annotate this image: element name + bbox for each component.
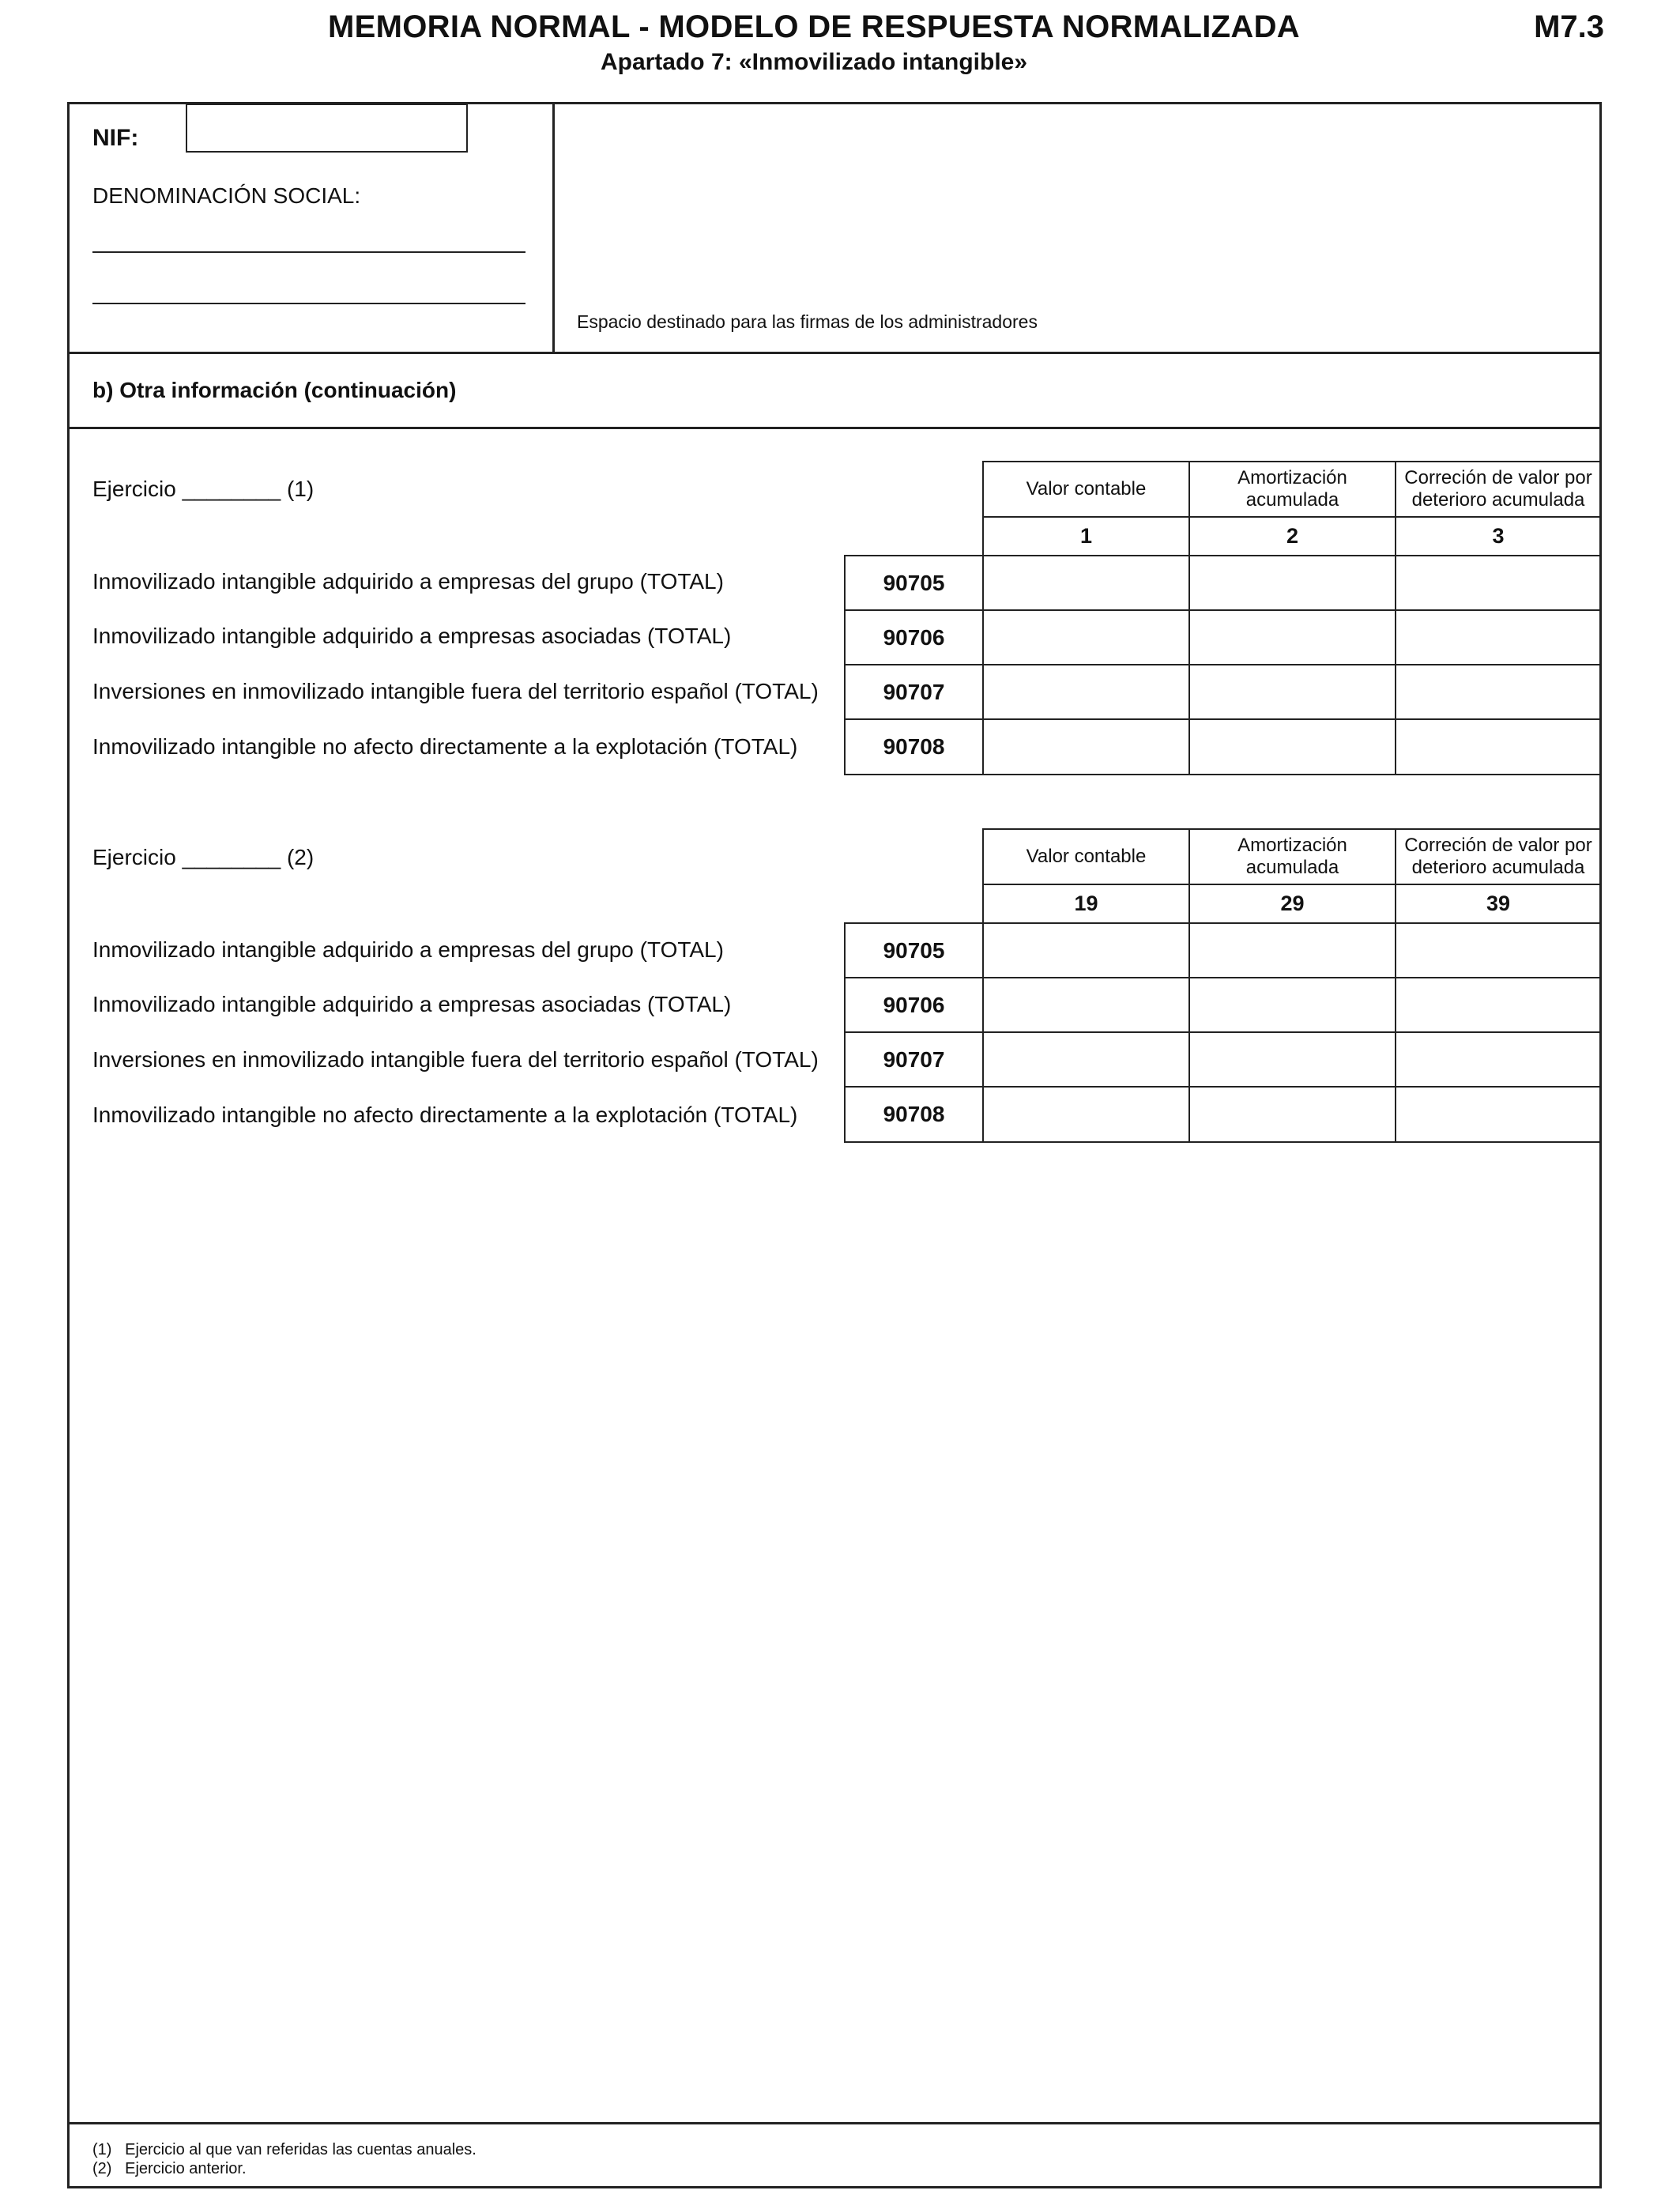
t1-row-label: Inversiones en inmovilizado intangible fuera del territorio español (TOTAL) (92, 679, 819, 703)
form-code: M7.3 (1534, 9, 1604, 44)
t1-cell-amortizacion[interactable] (1188, 555, 1396, 611)
t2-column-number-3: 39 (1395, 884, 1602, 924)
denominacion-label: DENOMINACIÓN SOCIAL: (92, 183, 361, 208)
t2-cell-amortizacion[interactable] (1188, 977, 1396, 1033)
page-subtitle: Apartado 7: «Inmovilizado intangible» (600, 49, 1028, 75)
t2-column-number-2: 29 (1188, 884, 1396, 924)
form-frame (67, 102, 1602, 2188)
t1-row-code: 90705 (844, 555, 984, 611)
t1-cell-valor-contable[interactable] (982, 664, 1190, 720)
t1-row-label: Inmovilizado intangible adquirido a empresas asociadas (TOTAL) (92, 624, 732, 648)
footnote-1: (1) Ejercicio al que van referidas las cuentas anuales. (92, 2141, 477, 2158)
t1-column-number-2: 2 (1188, 516, 1396, 556)
t1-row-code: 90706 (844, 609, 984, 665)
t1-cell-valor-contable[interactable] (982, 555, 1190, 611)
t2-cell-valor-contable[interactable] (982, 1031, 1190, 1088)
t2-cell-amortizacion[interactable] (1188, 1086, 1396, 1143)
nif-input[interactable] (186, 104, 468, 153)
divider-section (67, 427, 1602, 429)
t1-row-code: 90707 (844, 664, 984, 720)
t2-cell-valor-contable[interactable] (982, 977, 1190, 1033)
t1-cell-amortizacion[interactable] (1188, 664, 1396, 720)
t1-cell-correccion[interactable] (1395, 609, 1602, 665)
nif-label: NIF: (92, 125, 139, 151)
t1-cell-correccion[interactable] (1395, 718, 1602, 775)
t2-cell-valor-contable[interactable] (982, 922, 1190, 978)
divider-footnotes (67, 2122, 1602, 2124)
divider-identification (67, 352, 1602, 354)
t2-column-number-1: 19 (982, 884, 1190, 924)
t1-header-amortizacion: Amortización acumulada (1188, 461, 1396, 518)
t1-row-label: Inmovilizado intangible no afecto directamente a la explotación (TOTAL) (92, 734, 798, 759)
t1-column-number-3: 3 (1395, 516, 1602, 556)
t1-header-valor-contable: Valor contable (982, 461, 1190, 518)
t2-cell-correccion[interactable] (1395, 922, 1602, 978)
t1-header-correccion: Correción de valor por deterioro acumulada (1395, 461, 1602, 518)
t2-row-label: Inmovilizado intangible adquirido a empresas asociadas (TOTAL) (92, 992, 732, 1016)
t1-cell-correccion[interactable] (1395, 555, 1602, 611)
identification-divider (552, 102, 555, 352)
t2-row-code: 90706 (844, 977, 984, 1033)
t2-row-code: 90705 (844, 922, 984, 978)
t1-cell-valor-contable[interactable] (982, 609, 1190, 665)
t2-header-correccion: Correción de valor por deterioro acumulada (1395, 828, 1602, 885)
t2-cell-correccion[interactable] (1395, 977, 1602, 1033)
t1-cell-correccion[interactable] (1395, 664, 1602, 720)
ejercicio-label-1: Ejercicio ________ (1) (92, 477, 315, 501)
t1-cell-amortizacion[interactable] (1188, 609, 1396, 665)
t2-header-amortizacion: Amortización acumulada (1188, 828, 1396, 885)
page-title: MEMORIA NORMAL - MODELO DE RESPUESTA NORMALIZADA (328, 9, 1300, 44)
denominacion-field-line-1[interactable] (92, 251, 525, 253)
t2-cell-valor-contable[interactable] (982, 1086, 1190, 1143)
t2-cell-correccion[interactable] (1395, 1031, 1602, 1088)
t1-column-number-1: 1 (982, 516, 1190, 556)
t2-row-label: Inmovilizado intangible adquirido a empresas del grupo (TOTAL) (92, 937, 724, 962)
t2-cell-amortizacion[interactable] (1188, 922, 1396, 978)
t1-row-code: 90708 (844, 718, 984, 775)
footnote-2: (2) Ejercicio anterior. (92, 2160, 247, 2177)
signature-note: Espacio destinado para las firmas de los administradores (577, 311, 1038, 332)
t2-cell-correccion[interactable] (1395, 1086, 1602, 1143)
t1-cell-valor-contable[interactable] (982, 718, 1190, 775)
ejercicio-label-2: Ejercicio ________ (2) (92, 845, 315, 869)
t1-row-label: Inmovilizado intangible adquirido a empresas del grupo (TOTAL) (92, 569, 724, 594)
t2-row-label: Inversiones en inmovilizado intangible fuera del territorio español (TOTAL) (92, 1047, 819, 1072)
t2-row-code: 90707 (844, 1031, 984, 1088)
t2-header-valor-contable: Valor contable (982, 828, 1190, 885)
t2-row-label: Inmovilizado intangible no afecto directamente a la explotación (TOTAL) (92, 1103, 798, 1127)
t2-cell-amortizacion[interactable] (1188, 1031, 1396, 1088)
t1-cell-amortizacion[interactable] (1188, 718, 1396, 775)
section-title: b) Otra información (continuación) (92, 378, 457, 402)
denominacion-field-line-2[interactable] (92, 303, 525, 304)
t2-row-code: 90708 (844, 1086, 984, 1143)
